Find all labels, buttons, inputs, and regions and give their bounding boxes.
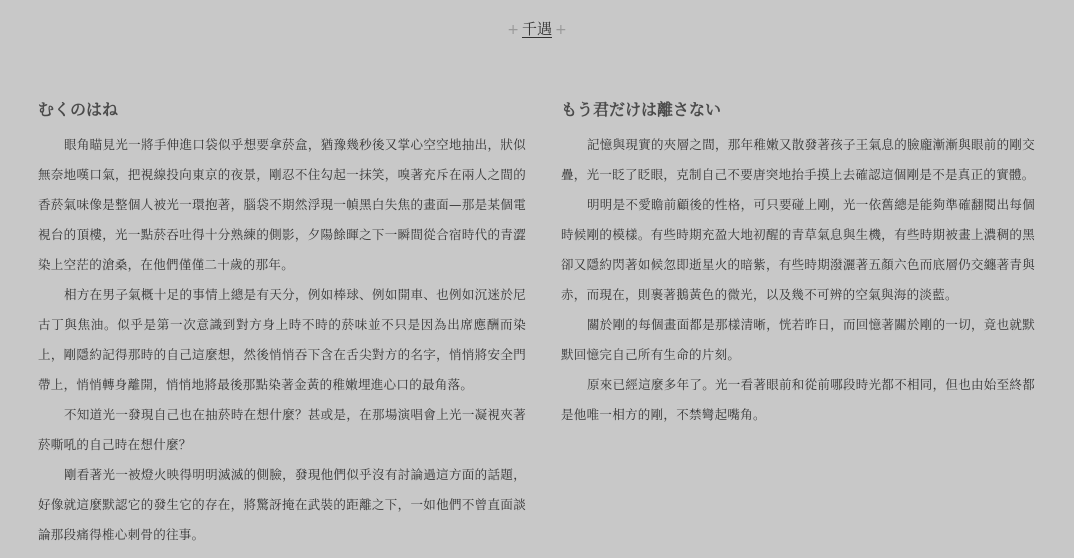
right-story-column xyxy=(561,98,1035,430)
left-column-heading: むくのはね xyxy=(38,100,119,119)
page-header xyxy=(0,18,1074,41)
left-paragraph-3: 不知道光一發現自己也在抽菸時在想什麼？甚或是，在那場演唱會上光一凝視夾著菸嘶吼的自己時在想什麼？ xyxy=(38,407,526,452)
right-paragraph-1: 記憶與現實的夾層之間，那年稚嫩又散發著孩子王氣息的臉龐漸漸與眼前的剛交疊，光一眨了眨眼，克制自己不要唐突地抬手摸上去確認這個剛是不是真正的實體。 xyxy=(561,137,1036,182)
left-story-column xyxy=(38,98,526,550)
left-paragraph-4: 剛看著光一被燈火映得明明滅滅的側臉，發現他們似乎沒有討論過這方面的話題，好像就這麼默認它的發生它的存在，將驚訝掩在武裝的距離之下，一如他們不曾直面談論那段痛得椎心刺骨的往事。 xyxy=(38,467,526,542)
right-paragraph-4: 原來已經這麼多年了。光一看著眼前和從前哪段時光都不相同，但也由始至終都是他唯一相方的剛，不禁彎起嘴角。 xyxy=(561,377,1036,422)
left-paragraph-2: 相方在男子氣概十足的事情上總是有天分，例如棒球、例如開車、也例如沉迷於尼古丁與焦油。似乎是第一次意識到對方身上時不時的菸味並不只是因為出席應酬而染上，剛隱約記得那時的自己這麼想，然後悄悄吞下含在舌尖對方的名字，悄悄將安全門帶上，悄悄轉身離開，悄悄地將最後那點染著金黃的稚嫩埋進心口的最角落。 xyxy=(38,287,526,392)
left-paragraph-1: 眼角瞄見光一將手伸進口袋似乎想要拿菸盒，猶豫幾秒後又掌心空空地抽出，狀似無奈地嘆口氣，把視線投向東京的夜景，剛忍不住勾起一抹笑，嗅著充斥在兩人之間的香菸氣味像是整個人被光一環抱著，腦袋不期然浮現一幀黑白失焦的畫面—那是某個電視台的頂樓，光一點菸吞吐得十分熟練的側影，夕陽餘暉之下一瞬間從合宿時代的青澀染上空茫的滄桑，在他們僅僅二十歲的那年。 xyxy=(38,137,526,272)
left-plus-decoration: + xyxy=(507,22,519,38)
right-paragraph-2: 明明是不愛瞻前顧後的性格，可只要碰上剛，光一依舊總是能夠準確翻閱出每個時候剛的模樣。有些時期充盈大地初醒的青草氣息與生機，有些時期被畫上濃稠的黑卻又隱約閃著如候忽即逝星火的暗紫，有些時期潑灑著五顏六色而底層仍交纏著青與赤，而現在，則裹著鵝黃色的微光，以及幾不可辨的空氣與海的淡藍。 xyxy=(561,197,1036,302)
right-plus-decoration: + xyxy=(555,22,567,38)
page-title-link[interactable]: 千遇 xyxy=(521,20,552,38)
right-column-heading: もう君だけは離さない xyxy=(561,100,722,119)
right-paragraph-3: 關於剛的每個畫面都是那樣清晰，恍若昨日，而回憶著關於剛的一切，竟也就默默回憶完自己所有生命的片刻。 xyxy=(561,317,1036,362)
